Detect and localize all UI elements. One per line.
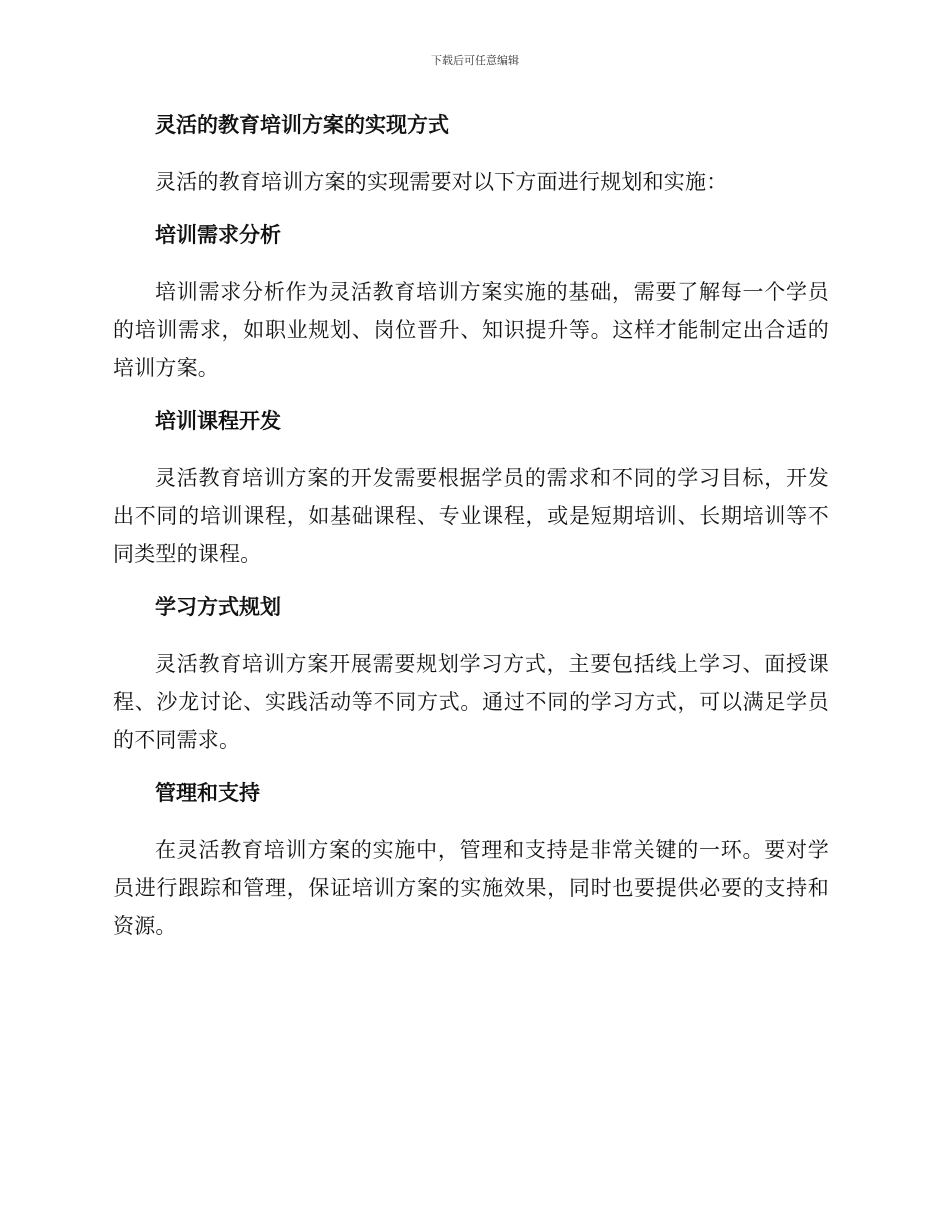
document-body xyxy=(113,108,829,962)
section-heading-course-development: 培训课程开发 xyxy=(155,409,281,433)
section-body-needs-analysis: 培训需求分析作为灵活教育培训方案实施的基础，需要了解每一个学员的培训需求，如职业规划、岗位晋升、知识提升等。这样才能制定出合适的培训方案。 xyxy=(113,280,829,380)
section-body-course-development: 灵活教育培训方案的开发需要根据学员的需求和不同的学习目标，开发出不同的培训课程，如基础课程、专业课程，或是短期培训、长期培训等不同类型的课程。 xyxy=(113,466,829,566)
section-heading-learning-modes: 学习方式规划 xyxy=(155,595,281,619)
section-heading-needs-analysis: 培训需求分析 xyxy=(155,223,281,247)
document-title: 灵活的教育培训方案的实现方式 xyxy=(155,113,449,137)
section-body-learning-modes: 灵活教育培训方案开展需要规划学习方式，主要包括线上学习、面授课程、沙龙讨论、实践活动等不同方式。通过不同的学习方式，可以满足学员的不同需求。 xyxy=(113,652,829,752)
section-heading-management-support: 管理和支持 xyxy=(155,781,260,805)
page-header-note: 下载后可任意编辑 xyxy=(431,54,519,67)
intro-paragraph: 灵活的教育培训方案的实现需要对以下方面进行规划和实施： xyxy=(155,170,728,194)
section-body-management-support: 在灵活教育培训方案的实施中，管理和支持是非常关键的一环。要对学员进行跟踪和管理，保证培训方案的实施效果，同时也要提供必要的支持和资源。 xyxy=(113,838,829,938)
